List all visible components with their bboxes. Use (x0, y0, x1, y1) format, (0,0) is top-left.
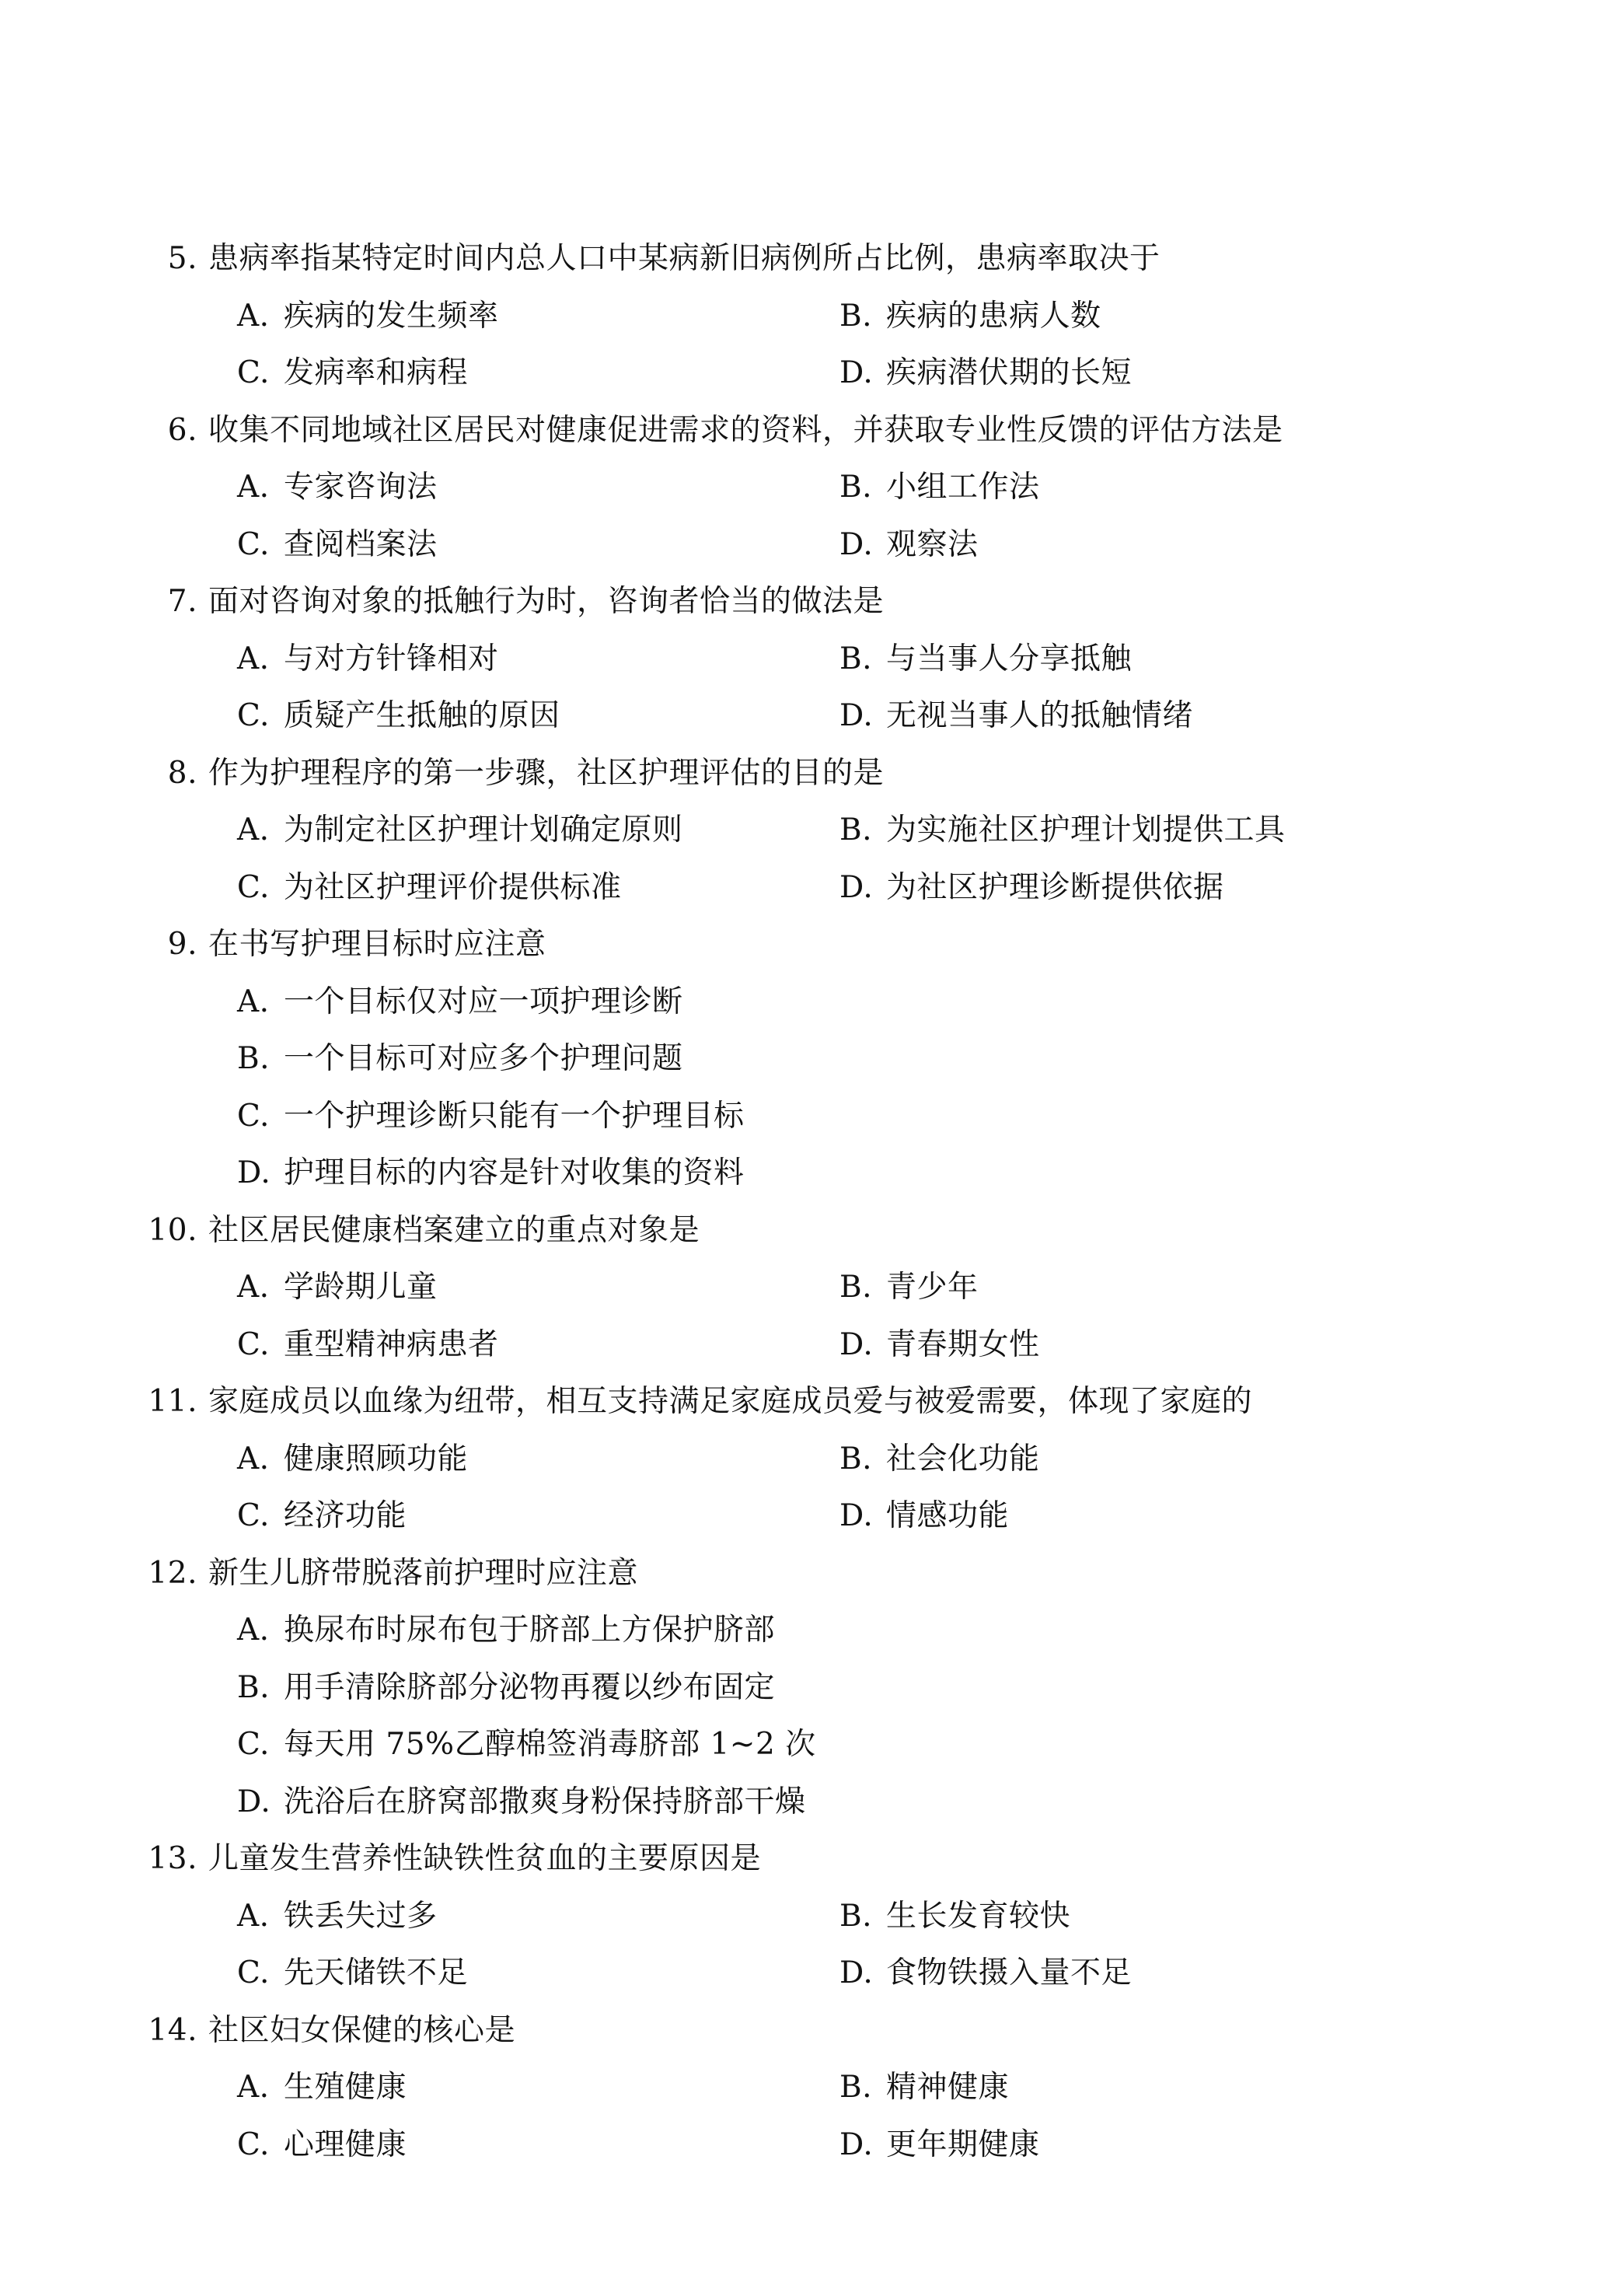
option-text: 换尿布时尿布包于脐部上方保护脐部 (284, 1613, 776, 1648)
question-text: 面对咨询对象的抵触行为时，咨询者恰当的做法是 (208, 584, 885, 619)
option-text: 为社区护理诊断提供依据 (886, 870, 1224, 905)
question-text: 社区居民健康档案建立的重点对象是 (208, 1213, 700, 1248)
option-label: A. (237, 641, 270, 676)
option-c (237, 1097, 745, 1136)
question-text: 社区妇女保健的核心是 (208, 2013, 516, 2048)
option-text: 疾病的发生频率 (284, 299, 499, 334)
option-label: B. (839, 1442, 873, 1476)
option-b (839, 468, 1040, 507)
question-number: 5. (167, 241, 197, 276)
option-a (237, 1440, 468, 1479)
option-b (839, 1268, 979, 1307)
option-text: 与当事人分享抵触 (886, 641, 1133, 676)
option-text: 用手清除脐部分泌物再覆以纱布固定 (284, 1670, 776, 1705)
question-text: 新生儿脐带脱落前护理时应注意 (208, 1556, 639, 1591)
option-d (839, 697, 1193, 736)
option-label: C. (237, 698, 270, 733)
option-label: C. (237, 870, 270, 905)
option-c (237, 526, 438, 564)
option-a (237, 297, 499, 336)
option-text: 查阅档案法 (284, 527, 438, 562)
option-d (839, 1326, 1040, 1365)
option-label: A. (237, 813, 270, 847)
question-stem (140, 411, 1283, 450)
option-a (237, 640, 499, 679)
option-c (237, 868, 622, 907)
option-d (839, 2126, 1040, 2165)
option-a (237, 1268, 438, 1307)
option-b (839, 811, 1286, 850)
question-stem (140, 2011, 515, 2050)
question-number: 6. (167, 413, 197, 448)
option-d (839, 868, 1224, 907)
option-label: B. (839, 1270, 873, 1305)
option-label: A. (237, 1613, 270, 1648)
option-label: B. (839, 641, 873, 676)
option-text: 情感功能 (886, 1498, 1010, 1533)
option-label: D. (237, 1155, 271, 1190)
option-label: D. (839, 527, 874, 562)
option-label: C. (237, 2127, 270, 2162)
question-text: 家庭成员以血缘为纽带，相互支持满足家庭成员爱与被爱需要，体现了家庭的 (208, 1384, 1253, 1419)
option-text: 质疑产生抵触的原因 (284, 698, 560, 733)
option-label: C. (237, 1327, 270, 1362)
option-text: 发病率和病程 (284, 355, 469, 390)
option-d (237, 1783, 806, 1822)
option-label: D. (839, 355, 874, 390)
question-text: 儿童发生营养性缺铁性贫血的主要原因是 (208, 1841, 762, 1876)
option-c (237, 1725, 816, 1764)
option-b (839, 1897, 1070, 1936)
option-label: A. (237, 1442, 270, 1476)
question-text: 收集不同地域社区居民对健康促进需求的资料，并获取专业性反馈的评估方法是 (208, 413, 1283, 448)
option-d (839, 354, 1132, 393)
question-number: 9. (167, 927, 197, 962)
question-number: 8. (167, 756, 197, 791)
option-text: 更年期健康 (886, 2127, 1040, 2162)
option-label: C. (237, 355, 270, 390)
option-label: B. (839, 299, 873, 334)
option-label: D. (839, 1955, 874, 1990)
option-label: B. (839, 470, 873, 505)
option-a (237, 811, 683, 850)
option-label: D. (839, 1327, 874, 1362)
option-d (237, 1154, 745, 1193)
option-text: 食物铁摄入量不足 (886, 1955, 1133, 1990)
option-text: 经济功能 (284, 1498, 407, 1533)
option-text: 心理健康 (284, 2127, 407, 2162)
option-text: 一个目标仅对应一项护理诊断 (284, 984, 683, 1019)
option-text: 健康照顾功能 (284, 1442, 469, 1476)
option-text: 每天用 75%乙醇棉签消毒脐部 1~2 次 (284, 1727, 816, 1762)
option-text: 无视当事人的抵触情绪 (886, 698, 1194, 733)
question-number: 12. (148, 1556, 197, 1591)
question-stem (140, 925, 546, 964)
option-label: C. (237, 527, 270, 562)
question-stem (140, 582, 884, 621)
option-b (839, 2068, 1009, 2107)
option-c (237, 1326, 499, 1365)
option-text: 疾病潜伏期的长短 (886, 355, 1133, 390)
option-text: 为制定社区护理计划确定原则 (284, 813, 683, 847)
option-text: 疾病的患病人数 (886, 299, 1101, 334)
option-label: C. (237, 1498, 270, 1533)
option-label: A. (237, 299, 270, 334)
option-b (237, 1669, 775, 1707)
option-text: 生长发育较快 (886, 1899, 1071, 1934)
option-d (839, 526, 979, 564)
question-stem (140, 754, 884, 793)
question-stem (140, 239, 1161, 278)
option-a (237, 1611, 775, 1650)
option-label: D. (237, 1784, 271, 1819)
option-label: D. (839, 698, 874, 733)
option-label: C. (237, 1727, 270, 1762)
option-text: 重型精神病患者 (284, 1327, 499, 1362)
option-text: 生殖健康 (284, 2070, 407, 2105)
option-label: C. (237, 1099, 270, 1134)
option-text: 洗浴后在脐窝部撒爽身粉保持脐部干燥 (284, 1784, 806, 1819)
option-label: D. (839, 870, 874, 905)
option-text: 学龄期儿童 (284, 1270, 438, 1305)
option-d (839, 1497, 1009, 1536)
option-label: B. (839, 813, 873, 847)
option-a (237, 468, 438, 507)
option-text: 与对方针锋相对 (284, 641, 499, 676)
option-text: 青春期女性 (886, 1327, 1040, 1362)
question-number: 10. (148, 1213, 197, 1248)
option-label: A. (237, 1270, 270, 1305)
question-text: 作为护理程序的第一步骤，社区护理评估的目的是 (208, 756, 885, 791)
question-number: 13. (148, 1841, 197, 1876)
option-text: 社会化功能 (886, 1442, 1040, 1476)
option-label: C. (237, 1955, 270, 1990)
question-stem (140, 1554, 638, 1593)
option-d (839, 1954, 1132, 1993)
question-text: 患病率指某特定时间内总人口中某病新旧病例所占比例，患病率取决于 (208, 241, 1161, 276)
option-b (839, 640, 1132, 679)
option-text: 一个目标可对应多个护理问题 (284, 1041, 683, 1076)
option-a (237, 983, 683, 1022)
option-label: A. (237, 1899, 270, 1934)
option-label: B. (237, 1041, 270, 1076)
option-label: B. (839, 1899, 873, 1934)
option-a (237, 1897, 438, 1936)
question-number: 7. (167, 584, 197, 619)
option-label: A. (237, 2070, 270, 2105)
option-label: D. (839, 1498, 874, 1533)
option-text: 观察法 (886, 527, 979, 562)
option-c (237, 354, 468, 393)
option-a (237, 2068, 407, 2107)
option-c (237, 697, 560, 736)
option-label: B. (237, 1670, 270, 1705)
option-b (839, 1440, 1040, 1479)
question-stem (140, 1211, 700, 1250)
option-c (237, 2126, 407, 2165)
question-text: 在书写护理目标时应注意 (208, 927, 546, 962)
option-text: 小组工作法 (886, 470, 1040, 505)
option-text: 专家咨询法 (284, 470, 438, 505)
option-text: 铁丢失过多 (284, 1899, 438, 1934)
option-label: B. (839, 2070, 873, 2105)
question-number: 14. (148, 2013, 197, 2048)
question-stem (140, 1840, 761, 1878)
option-b (839, 297, 1101, 336)
option-text: 先天储铁不足 (284, 1955, 469, 1990)
question-number: 11. (148, 1384, 197, 1419)
option-label: A. (237, 984, 270, 1019)
option-c (237, 1497, 407, 1536)
question-stem (140, 1382, 1252, 1421)
option-c (237, 1954, 468, 1993)
option-text: 青少年 (886, 1270, 979, 1305)
option-label: D. (839, 2127, 874, 2162)
option-label: A. (237, 470, 270, 505)
option-b (237, 1040, 683, 1078)
option-text: 护理目标的内容是针对收集的资料 (284, 1155, 745, 1190)
option-text: 一个护理诊断只能有一个护理目标 (284, 1099, 745, 1134)
option-text: 为实施社区护理计划提供工具 (886, 813, 1286, 847)
option-text: 精神健康 (886, 2070, 1010, 2105)
option-text: 为社区护理评价提供标准 (284, 870, 622, 905)
